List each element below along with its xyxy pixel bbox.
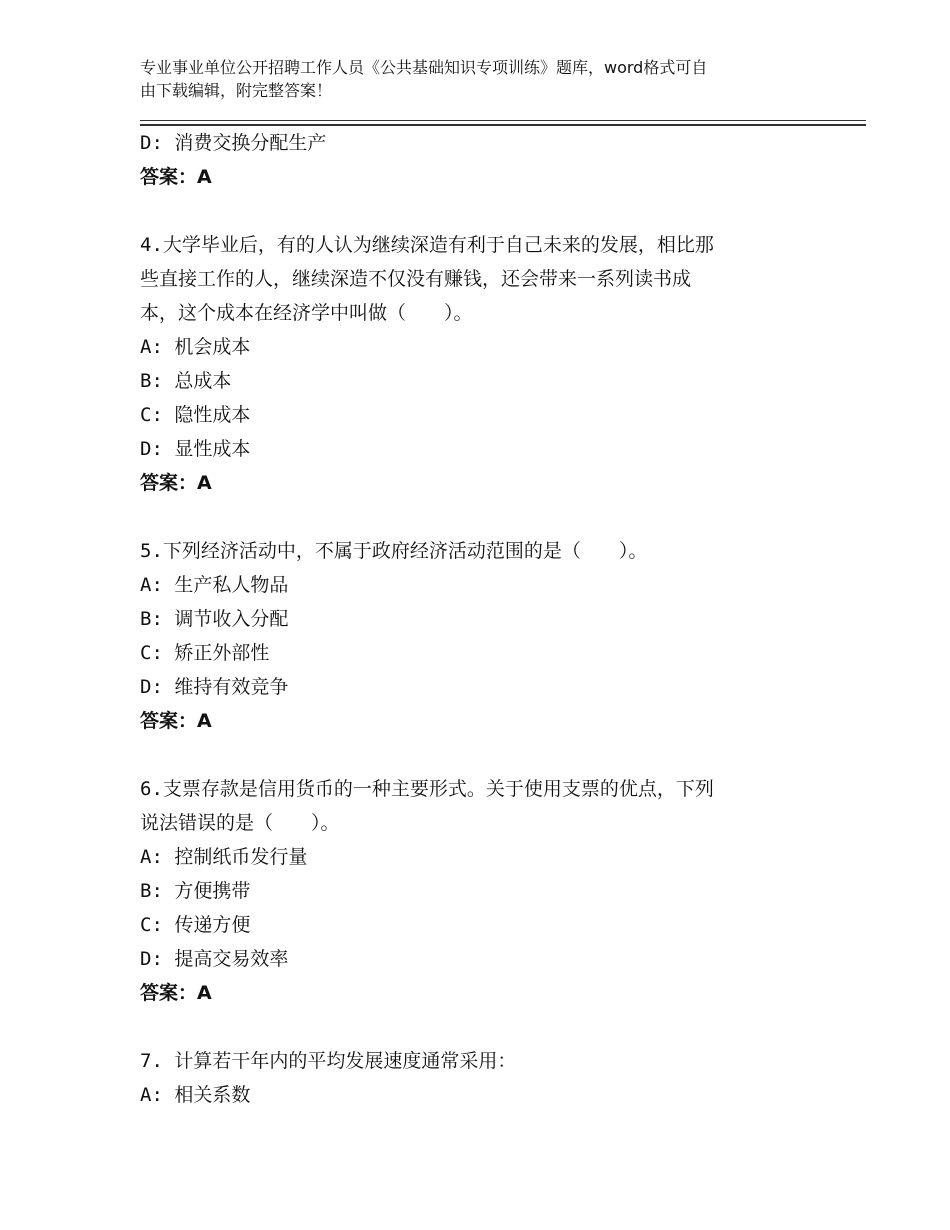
answer-label: 答案：A xyxy=(140,472,212,494)
option-d: D: 显性成本 xyxy=(140,438,251,460)
question-7 xyxy=(140,1044,840,1112)
answer-label: 答案：A xyxy=(140,166,212,188)
option-c: C: 隐性成本 xyxy=(140,404,251,426)
question-text-line: 6.支票存款是信用货币的一种主要形式。关于使用支票的优点，下列 xyxy=(140,778,714,800)
header-divider-thin xyxy=(140,120,866,121)
question-list xyxy=(140,126,840,1112)
option-b: B: 方便携带 xyxy=(140,880,251,902)
header-line-2: 由下载编辑，附完整答案！ xyxy=(140,81,333,100)
question-text-line: 些直接工作的人，继续深造不仅没有赚钱，还会带来一系列读书成 xyxy=(140,268,692,290)
option-b: B: 总成本 xyxy=(140,370,232,392)
question-5 xyxy=(140,534,840,738)
option-c: C: 传递方便 xyxy=(140,914,251,936)
option-c: C: 矫正外部性 xyxy=(140,642,270,664)
option-b: B: 调节收入分配 xyxy=(140,608,289,630)
option-a: A: 生产私人物品 xyxy=(140,574,289,596)
header-line-1: 专业事业单位公开招聘工作人员《公共基础知识专项训练》题库，word格式可自 xyxy=(140,58,708,77)
question-6 xyxy=(140,772,840,1010)
option-d: D: 维持有效竞争 xyxy=(140,676,289,698)
question-text-line: 说法错误的是（ ）。 xyxy=(140,812,340,834)
previous-question-tail xyxy=(140,126,840,194)
option-a: A: 机会成本 xyxy=(140,336,251,358)
answer-label: 答案：A xyxy=(140,710,212,732)
answer-label: 答案：A xyxy=(140,982,212,1004)
option-d: D: 消费交换分配生产 xyxy=(140,132,327,154)
question-text-line: 5.下列经济活动中，不属于政府经济活动范围的是（ ）。 xyxy=(140,540,648,562)
question-text-line: 4.大学毕业后，有的人认为继续深造有利于自己未来的发展，相比那 xyxy=(140,234,714,256)
option-d: D: 提高交易效率 xyxy=(140,948,289,970)
option-a: A: 控制纸币发行量 xyxy=(140,846,308,868)
question-4 xyxy=(140,228,840,500)
option-a: A: 相关系数 xyxy=(140,1084,251,1106)
document-header xyxy=(140,56,820,102)
question-text-line: 7. 计算若干年内的平均发展速度通常采用： xyxy=(140,1050,517,1072)
question-text-line: 本，这个成本在经济学中叫做（ ）。 xyxy=(140,302,473,324)
